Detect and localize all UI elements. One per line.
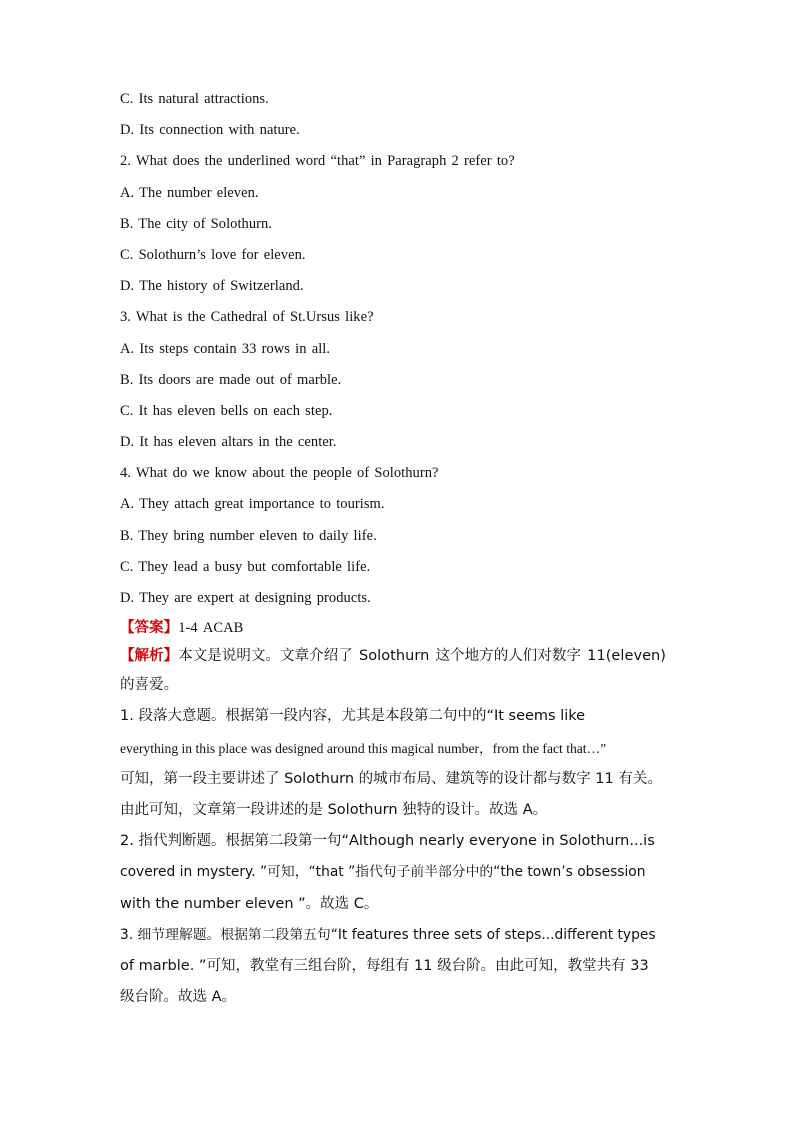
analysis-item-1-line: 可知，第一段主要讲述了 Solothurn 的城市布局、建筑等的设计都与数字 11 有关。 (120, 770, 662, 787)
q2-option-b: B. The city of Solothurn. (120, 215, 272, 232)
q4-option-a: A. They attach great importance to tourism. (120, 496, 385, 513)
q3-option-c: C. It has eleven bells on each step. (120, 402, 333, 419)
analysis-item-3-line: of marble. ”可知，教堂有三组台阶，每组有 11 级台阶。由此可知，教堂共有 33 (120, 957, 649, 974)
q4-option-c: C. They lead a busy but comfortable life. (120, 558, 371, 575)
analysis-item-2-line: with the number eleven ”。故选 C。 (120, 895, 379, 912)
analysis-tag: 【解析】 (120, 648, 179, 665)
q4-option-b: B. They bring number eleven to daily life. (120, 527, 377, 544)
q3-stem: 3. What is the Cathedral of St.Ursus like? (120, 309, 374, 326)
q2-option-d: D. The history of Switzerland. (120, 278, 304, 295)
analysis-intro-line1 (120, 642, 680, 670)
q1-option-c: C. Its natural attractions. (120, 91, 269, 107)
q4-stem: 4. What do we know about the people of Solothurn? (120, 465, 439, 482)
analysis-item-3 (120, 920, 680, 1014)
q4-option-d: D. They are expert at designing products. (120, 590, 371, 606)
q3-option-a: A. Its steps contain 33 rows in all. (120, 340, 331, 357)
answer-tag: 【答案】 (120, 620, 179, 637)
analysis-item-3-line: 3. 细节理解题。根据第二段第五句“It features three sets of steps...different types (120, 926, 656, 943)
analysis-item-1 (120, 701, 680, 826)
document-page (120, 84, 680, 1013)
answer-line (120, 614, 680, 642)
analysis-intro-line2: 的喜爱。 (120, 677, 179, 694)
q2-option-a: A. The number eleven. (120, 184, 259, 201)
q1-option-d: D. Its connection with nature. (120, 122, 300, 139)
analysis-item-3-line: 级台阶。故选 A。 (120, 989, 237, 1006)
answer-text: 1-4 ACAB (178, 620, 244, 637)
q2-stem: 2. What does the underlined word “that” in Paragraph 2 refer to? (120, 153, 515, 170)
analysis-intro-text: 本文是说明文。文章介绍了 Solothurn 这个地方的人们对数字 11(eleven) (178, 648, 666, 665)
analysis-item-2-line: covered in mystery. ”可知，“that ”指代句子前半部分中的“the town’s obsession (120, 864, 646, 881)
analysis-item-1-line: 由此可知，文章第一段讲述的是 Solothurn 独特的设计。故选 A。 (120, 801, 548, 818)
analysis-item-1-line: everything in this place was designed around this magical number，from the fact that…” (120, 740, 607, 756)
analysis-item-1-line: 1. 段落大意题。根据第一段内容，尤其是本段第二句中的“It seems like (120, 708, 586, 725)
analysis-item-2-line: 2. 指代判断题。根据第二段第一句“Although nearly everyone in Solothurn...is (120, 833, 655, 850)
analysis-item-2 (120, 826, 680, 920)
q3-option-b: B. Its doors are made out of marble. (120, 371, 342, 388)
q2-option-c: C. Solothurn’s love for eleven. (120, 246, 306, 263)
q3-option-d: D. It has eleven altars in the center. (120, 434, 337, 451)
